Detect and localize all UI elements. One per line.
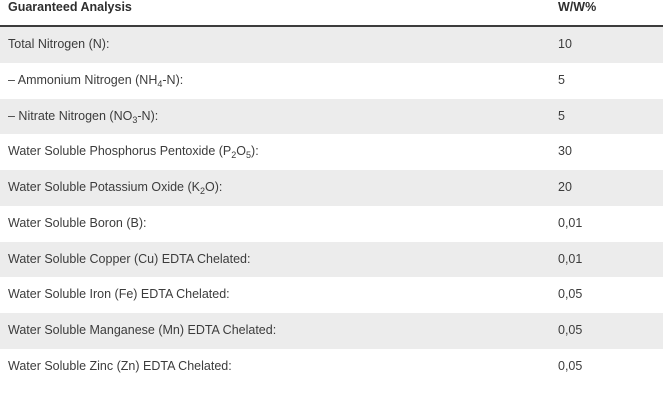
table-row <box>0 26 663 63</box>
analysis-label: Total Nitrogen (N): <box>0 26 554 63</box>
analysis-label: Water Soluble Manganese (Mn) EDTA Chelated: <box>0 313 554 349</box>
analysis-value: 30 <box>554 134 663 170</box>
analysis-value: 20 <box>554 170 663 206</box>
analysis-value: 10 <box>554 26 663 63</box>
analysis-value: 0,05 <box>554 277 663 313</box>
table-row <box>0 277 663 313</box>
analysis-value: 0,05 <box>554 313 663 349</box>
analysis-label: Water Soluble Copper (Cu) EDTA Chelated: <box>0 242 554 278</box>
table-row <box>0 349 663 385</box>
table-body <box>0 26 663 385</box>
table-header <box>0 0 663 26</box>
analysis-value: 0,05 <box>554 349 663 385</box>
table-row <box>0 99 663 135</box>
analysis-label: Water Soluble Potassium Oxide $(K_2O)$: <box>0 170 554 206</box>
analysis-value: 0,01 <box>554 206 663 242</box>
analysis-label: – Ammonium Nitrogen $(NH_4-N)$: <box>0 63 554 99</box>
analysis-value: 0,01 <box>554 242 663 278</box>
analysis-label: Water Soluble Iron (Fe) EDTA Chelated: <box>0 277 554 313</box>
analysis-label: Water Soluble Zinc (Zn) EDTA Chelated: <box>0 349 554 385</box>
table-row <box>0 313 663 349</box>
table-row <box>0 63 663 99</box>
table-row <box>0 134 663 170</box>
analysis-value: 5 <box>554 63 663 99</box>
analysis-label: Water Soluble Boron (B): <box>0 206 554 242</box>
table-row <box>0 170 663 206</box>
table-row <box>0 242 663 278</box>
column-header-analysis: Guaranteed Analysis <box>0 0 554 26</box>
table-row <box>0 206 663 242</box>
analysis-value: 5 <box>554 99 663 135</box>
analysis-label: – Nitrate Nitrogen $(NO_3-N)$: <box>0 99 554 135</box>
table-header-row <box>0 0 663 26</box>
analysis-label: Water Soluble Phosphorus Pentoxide $(P_2O_5)$: <box>0 134 554 170</box>
column-header-wwpercent: W/W% <box>554 0 663 26</box>
